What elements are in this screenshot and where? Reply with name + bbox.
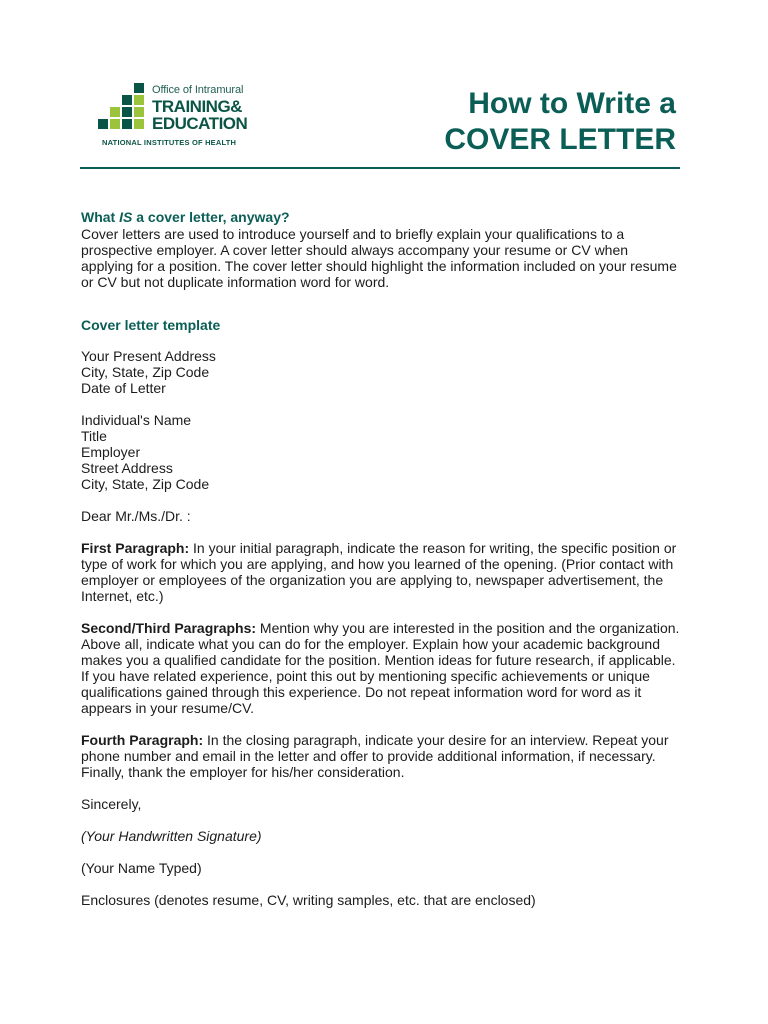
closing: Sincerely,	[81, 796, 142, 812]
paragraph-label: First Paragraph:	[81, 540, 190, 556]
signature-placeholder: (Your Handwritten Signature)	[81, 828, 262, 844]
address-line: Employer	[81, 444, 141, 460]
enclosures-line: Enclosures (denotes resume, CV, writing samples, etc. that are enclosed)	[81, 892, 536, 908]
address-line: Individual's Name	[81, 412, 192, 428]
heading-part: What	[81, 209, 120, 225]
address-line: Title	[81, 428, 107, 444]
address-line: City, State, Zip Code	[81, 364, 210, 380]
page-title-line2: COVER LETTER	[444, 123, 676, 156]
first-paragraph	[81, 540, 681, 604]
paragraph-label: Second/Third Paragraphs:	[81, 620, 257, 636]
document-body	[81, 208, 681, 908]
logo-training-text: TRAINING&	[152, 97, 242, 116]
nih-training-education-logo	[96, 78, 276, 150]
logo-office-text: Office of Intramural	[152, 84, 244, 96]
second-third-paragraph	[81, 620, 681, 716]
address-line: Your Present Address	[81, 348, 216, 364]
paragraph-text: In your initial paragraph, indicate the reason for writing, the specific position or type of work for which you are applying, and how you learned of the opening. (Prior contact with employer or employees of the organization you are applying to, newspaper advertisement, the Internet, etc.)	[81, 540, 677, 604]
salutation: Dear Mr./Ms./Dr. :	[81, 508, 191, 524]
fourth-paragraph	[81, 732, 681, 780]
paragraph-text: Mention why you are interested in the position and the organization. Above all, indicate what you can do for the employer. Explain how your academic background makes you a qualified candidate for the position. Mention ideas for future research, if applicable. If you have related experience, point this out by mentioning specific achievements or unique qualifications gained through this experience. Do not repeat information word for word as it appears in your resume/CV.	[81, 620, 680, 716]
page-title-line1: How to Write a	[468, 87, 676, 120]
logo-nih-text: NATIONAL INSTITUTES OF HEALTH	[102, 138, 237, 147]
intro-paragraph: Cover letters are used to introduce yourself and to briefly explain your qualifications to a prospective employer. A cover letter should always accompany your resume or CV when applying for a position. The cover letter should highlight the information included on your resume or CV but not duplicate information word for word.	[81, 226, 677, 290]
page-title	[444, 86, 676, 158]
recipient-address-block	[81, 412, 681, 492]
address-line: Date of Letter	[81, 380, 166, 396]
address-line: City, State, Zip Code	[81, 476, 210, 492]
logo-grid-icon	[96, 78, 152, 136]
typed-name: (Your Name Typed)	[81, 860, 202, 876]
logo-education-text: EDUCATION	[152, 114, 248, 133]
header-divider	[80, 167, 680, 169]
section-heading-template: Cover letter template	[81, 317, 221, 333]
heading-part: a cover letter, anyway?	[132, 209, 290, 225]
heading-emphasis: IS	[119, 209, 133, 225]
paragraph-text: In the closing paragraph, indicate your desire for an interview. Repeat your phone number and email in the letter and offer to provide additional information, if necessary. Finally, thank the employer for his/her consideration.	[81, 732, 669, 780]
paragraph-label: Fourth Paragraph:	[81, 732, 204, 748]
section-heading-what-is	[81, 208, 681, 226]
sender-address-block	[81, 348, 681, 396]
address-line: Street Address	[81, 460, 173, 476]
